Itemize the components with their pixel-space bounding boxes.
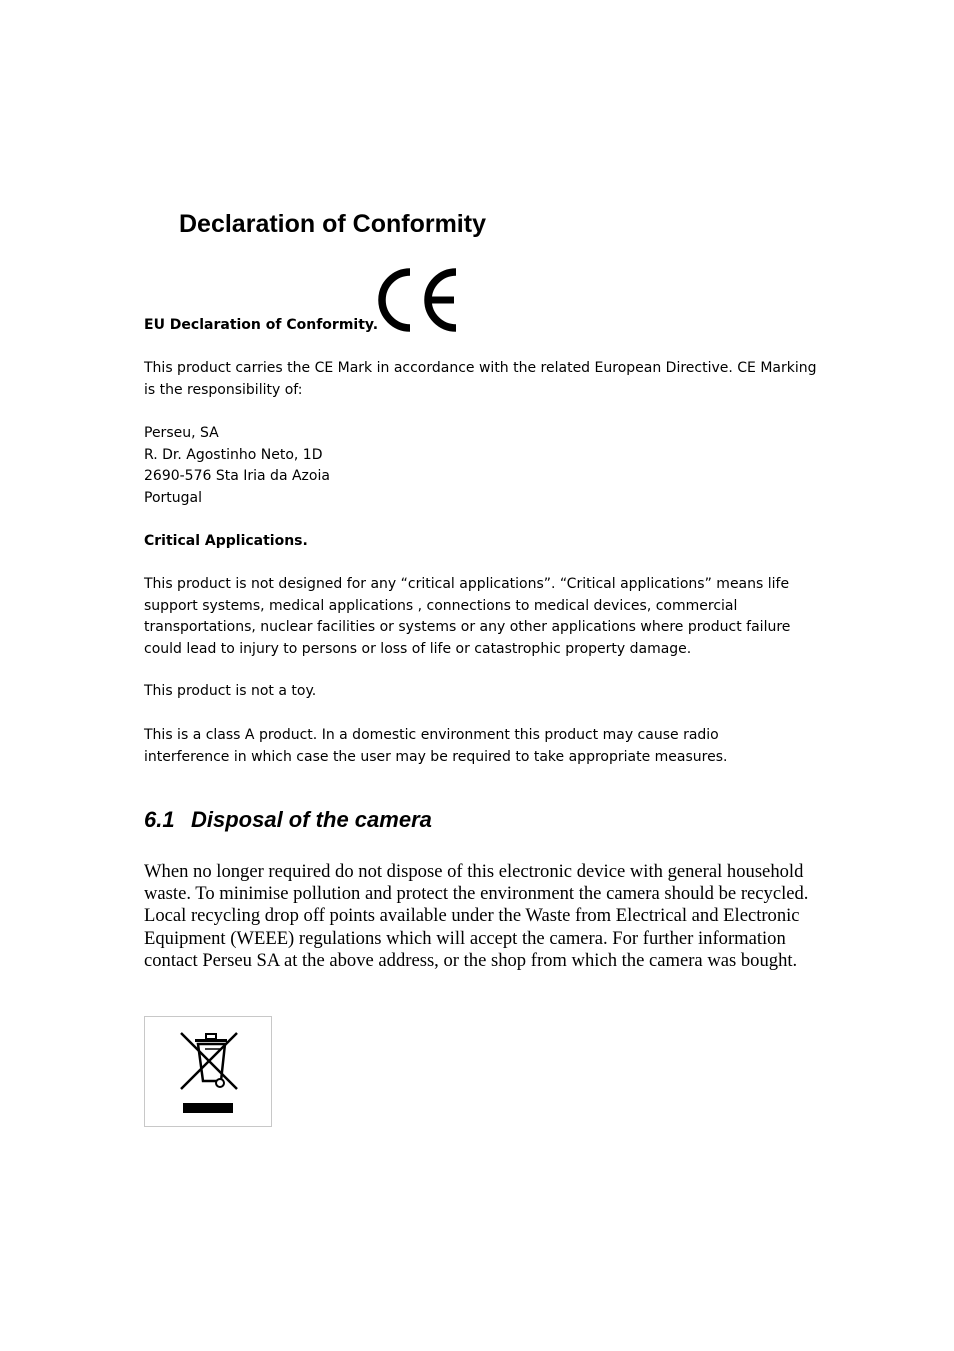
- disposal-text: When no longer required do not dispose of this electronic device with general household waste. To minimise pollution and protect the environment the camera should be recycled. Local recycling drop off points available under the Waste from Electrical and Electronic Equipment (WEEE) regulations which will accept the camera. For further information contact Perseu SA at the above address, or the shop from which the camera was bought.: [144, 861, 809, 971]
- manufacturer-address: [144, 423, 824, 509]
- address-line: Portugal: [144, 489, 202, 506]
- not-a-toy-text: This product is not a toy.: [144, 683, 317, 699]
- weee-symbol-box: [144, 1016, 272, 1127]
- class-a-text: This is a class A product. In a domestic environment this product may cause radio interference in which case the user may be required to take appropriate measures.: [144, 727, 728, 765]
- eu-declaration-heading: EU Declaration of Conformity.: [144, 317, 379, 333]
- section-heading: [144, 807, 432, 833]
- ce-intro-text: This product carries the CE Mark in accordance with the related European Directive. CE Marking is the responsibility of:: [144, 360, 817, 398]
- section-title: Disposal of the camera: [191, 807, 432, 832]
- section-number: 6.1: [144, 807, 175, 832]
- crossed-out-wheelie-bin-icon: [145, 1017, 273, 1128]
- address-line: R. Dr. Agostinho Neto, 1D: [144, 446, 323, 463]
- page-title: Declaration of Conformity: [179, 210, 486, 238]
- ce-mark-icon: [372, 265, 464, 335]
- address-line: 2690-576 Sta Iria da Azoia: [144, 468, 330, 484]
- critical-applications-text: This product is not designed for any “critical applications”. “Critical applications” means life support systems, medical applications , connections to medical devices, commercial transportations, nuclear facilities or systems or any other applications where product failure could lead to injury to persons or loss of life or catastrophic property damage.: [144, 576, 791, 657]
- address-line: Perseu, SA: [144, 425, 219, 441]
- critical-applications-heading: Critical Applications.: [144, 533, 308, 549]
